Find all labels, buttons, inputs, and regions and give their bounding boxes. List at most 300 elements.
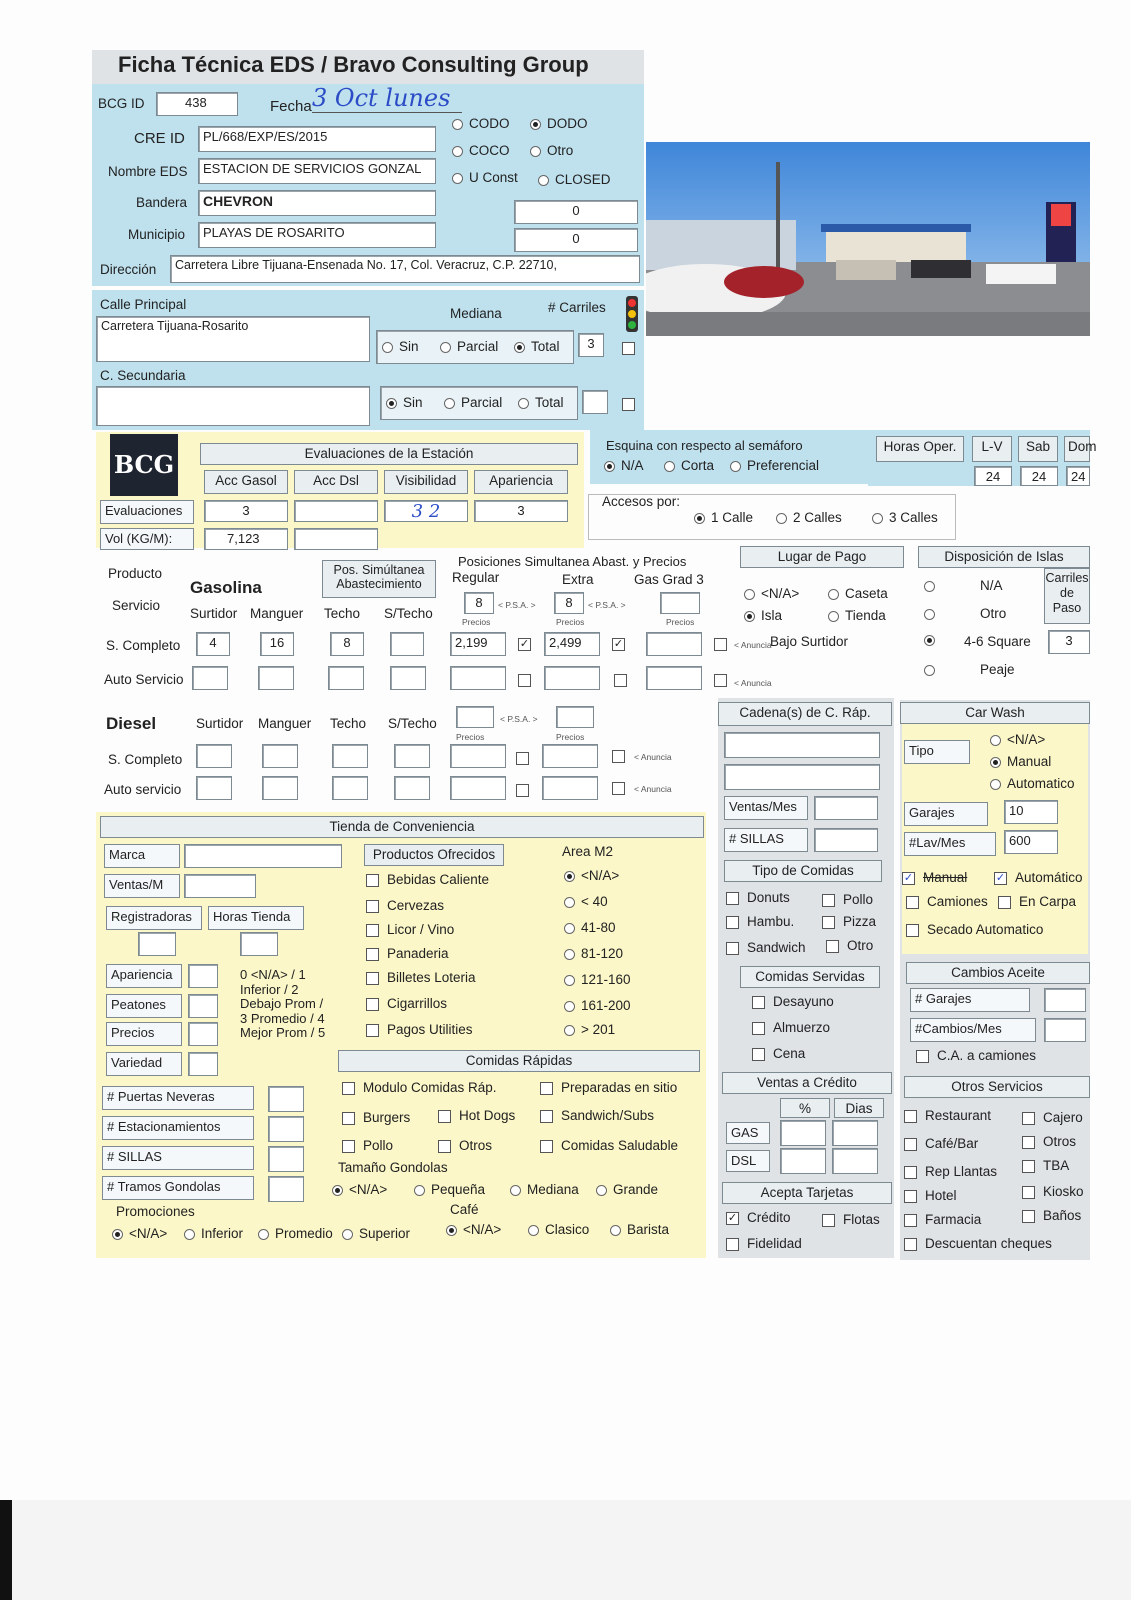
tipo-dodo-radio[interactable]: DODO	[530, 116, 588, 131]
cadena-title: Cadena(s) de C. Ráp.	[718, 702, 892, 726]
radio-circle-icon	[664, 461, 675, 472]
comidas-servidas-title: Comidas Servidas	[740, 966, 880, 988]
eval-apariencia-field[interactable]: 3	[474, 500, 568, 522]
secundaria-mediana-total[interactable]: Total	[518, 395, 564, 410]
gas-sc-gasgrad-anuncia[interactable]	[714, 636, 735, 651]
tienda-variedad-field[interactable]	[188, 1052, 218, 1076]
checkbox-checked-icon: ✓	[613, 637, 624, 650]
radio-circle-icon	[924, 581, 935, 592]
cadena-field-2[interactable]	[724, 764, 880, 790]
productos-title: Productos Ofrecidos	[364, 844, 504, 866]
cadena-sillas-label: # SILLAS	[724, 828, 808, 852]
radio-circle-icon	[924, 609, 935, 620]
area-121-160-radio[interactable]: 121-160	[564, 972, 631, 987]
checkbox-icon	[906, 896, 919, 909]
cr-hotdogs-check[interactable]: Hot Dogs	[438, 1108, 515, 1123]
cr-sandwich-check[interactable]: Sandwich/Subs	[540, 1108, 654, 1123]
horas-lv-label: L-V	[972, 436, 1012, 462]
prod-utilities-check[interactable]: Pagos Utilities	[366, 1022, 473, 1037]
dsl-sc-price-2[interactable]	[542, 744, 598, 768]
precios-regular: Precios	[462, 617, 491, 627]
gas-sc-extra-anuncia[interactable]	[612, 636, 633, 651]
area-81-120-radio[interactable]: 81-120	[564, 946, 623, 961]
comida-hambu-check[interactable]: Hambu.	[726, 914, 794, 929]
pago-caseta-radio[interactable]: Caseta	[828, 586, 888, 601]
promo-superior-radio[interactable]: Superior	[342, 1226, 410, 1241]
prod-loteria-check[interactable]: Billetes Loteria	[366, 970, 476, 985]
checkbox-icon	[438, 1140, 451, 1153]
gondolas-na-radio[interactable]: <N/A>	[332, 1182, 387, 1197]
os-cajero-check[interactable]: Cajero	[1022, 1110, 1083, 1125]
dsl-as-manguer[interactable]	[262, 776, 298, 800]
promo-na-radio[interactable]: <N/A>	[112, 1226, 167, 1241]
gas-as-extra-anuncia[interactable]	[614, 672, 635, 687]
radio-circle-icon	[564, 949, 575, 960]
os-otros-check[interactable]: Otros	[1022, 1134, 1076, 1149]
gas-sc-stecho[interactable]	[390, 632, 424, 656]
aceite-camiones-check[interactable]: C.A. a camiones	[916, 1048, 1036, 1063]
pago-isla-radio[interactable]: Isla	[744, 608, 782, 623]
comida-pizza-check[interactable]: Pizza	[822, 914, 876, 929]
tarjeta-credito-check[interactable]: ✓ Crédito	[727, 1210, 791, 1225]
radio-circle-icon	[990, 735, 1001, 746]
tienda-precios-label: Precios	[106, 1022, 182, 1046]
radio-circle-icon	[924, 665, 935, 676]
radio-circle-icon	[414, 1185, 425, 1196]
cre-id-field[interactable]: PL/668/EXP/ES/2015	[198, 126, 436, 152]
pago-tienda-radio[interactable]: Tienda	[828, 608, 886, 623]
islas-peaje-label: Peaje	[980, 662, 1015, 677]
tienda-registradoras-label: Registradoras	[106, 906, 202, 930]
gas-as-techo[interactable]	[328, 666, 364, 690]
comida-sandwich-check[interactable]: Sandwich	[726, 940, 806, 955]
horas-sab-field[interactable]: 24	[1020, 466, 1058, 486]
horas-dom-field[interactable]: 24	[1066, 466, 1090, 486]
tramos-gondolas-field[interactable]	[268, 1176, 304, 1202]
os-kiosko-check[interactable]: Kiosko	[1022, 1184, 1084, 1199]
anuncia-label-1: < Anuncia	[734, 640, 772, 650]
checkbox-icon	[726, 942, 739, 955]
os-cheques-check[interactable]: Descuentan cheques	[904, 1236, 1052, 1251]
direccion-field[interactable]: Carretera Libre Tijuana-Ensenada No. 17, Col. Veracruz, C.P. 22710,	[170, 255, 640, 283]
promo-promedio-radio[interactable]: Promedio	[258, 1226, 333, 1241]
car-wash-automatico-check[interactable]: ✓ Automático	[995, 870, 1083, 885]
aceite-cambios-field[interactable]	[1044, 1018, 1086, 1042]
car-wash-automatico-radio[interactable]: Automatico	[990, 776, 1075, 791]
checkbox-icon	[826, 940, 839, 953]
dsl-sc-price[interactable]	[450, 744, 506, 768]
col-stecho-label: S/Techo	[384, 606, 433, 621]
radio-selected-icon	[694, 513, 705, 524]
horas-lv-field[interactable]: 24	[974, 466, 1012, 486]
tarjeta-flotas-check[interactable]: Flotas	[822, 1212, 880, 1227]
servida-almuerzo-check[interactable]: Almuerzo	[752, 1020, 830, 1035]
psa-diesel: < P.S.A. >	[500, 714, 538, 724]
puertas-neveras-field[interactable]	[268, 1086, 304, 1112]
cr-modulo-check[interactable]: Modulo Comidas Ráp.	[342, 1080, 497, 1095]
radio-circle-icon	[452, 119, 463, 130]
fecha-value[interactable]: 3 Oct lunes	[312, 84, 462, 113]
diesel-pos-field-2[interactable]	[556, 706, 594, 728]
cafe-barista-radio[interactable]: Barista	[610, 1222, 669, 1237]
gasolina-label: Gasolina	[190, 578, 262, 597]
aceite-garajes-field[interactable]	[1044, 988, 1086, 1012]
cadena-sillas-field[interactable]	[814, 828, 878, 852]
eval-col-apariencia: Apariencia	[474, 470, 568, 494]
bcg-id-field[interactable]: 438	[156, 92, 238, 116]
bcg-logo: BCG	[110, 434, 178, 496]
gas-sc-regular-price[interactable]: 2,199	[450, 632, 506, 656]
diesel-pos-field[interactable]	[456, 706, 494, 728]
prod-panaderia-check[interactable]: Panaderia	[366, 946, 449, 961]
radio-circle-icon	[828, 589, 839, 600]
area-na-radio[interactable]: <N/A>	[564, 868, 619, 883]
vol-field[interactable]: 7,123	[204, 528, 288, 550]
municipio-field[interactable]: PLAYAS DE ROSARITO	[198, 222, 436, 248]
number-field-1[interactable]: 0	[514, 200, 638, 224]
area-41-80-radio[interactable]: 41-80	[564, 920, 616, 935]
prod-cigarrillos-check[interactable]: Cigarrillos	[366, 996, 447, 1011]
accesos-3calles-radio[interactable]: 3 Calles	[872, 510, 938, 525]
area-40-radio[interactable]: < 40	[564, 894, 608, 909]
checkbox-icon	[752, 1048, 765, 1061]
secundaria-mediana-parcial[interactable]: Parcial	[444, 395, 502, 410]
car-wash-tipo-label: Tipo	[904, 740, 970, 764]
esquina-corta-radio[interactable]: Corta	[664, 458, 714, 473]
gondolas-grande-radio[interactable]: Grande	[596, 1182, 658, 1197]
radio-circle-icon	[452, 173, 463, 184]
checkbox-icon	[904, 1238, 917, 1251]
checkbox-icon	[342, 1112, 355, 1125]
dsl-as-anuncia-1[interactable]	[516, 782, 537, 797]
cadena-ventas-label: Ventas/Mes	[724, 796, 808, 820]
accesos-label: Accesos por:	[602, 494, 681, 509]
credito-gas-pct-field[interactable]	[780, 1120, 826, 1146]
checkbox-icon	[540, 1140, 553, 1153]
dsl-as-anuncia-2[interactable]	[612, 780, 633, 795]
checkbox-icon	[438, 1110, 451, 1123]
checkbox-icon	[904, 1190, 917, 1203]
gas-as-gasgrad-price[interactable]	[646, 666, 702, 690]
gas-sc-manguer[interactable]: 16	[260, 632, 294, 656]
credito-dias-label: Dias	[834, 1098, 884, 1118]
comidas-rapidas-title: Comidas Rápidas	[338, 1050, 700, 1072]
dsl-sc-stecho[interactable]	[394, 744, 430, 768]
horas-dom-label: Dom	[1064, 436, 1090, 462]
tienda-sillas-field[interactable]	[268, 1146, 304, 1172]
comida-pollo-check[interactable]: Pollo	[822, 892, 873, 907]
gas-sc-regular-anuncia[interactable]	[518, 636, 539, 651]
gas-sc-techo[interactable]: 8	[330, 632, 364, 656]
horas-oper-label: Horas Oper.	[876, 436, 964, 462]
accesos-1calle-radio[interactable]: 1 Calle	[694, 510, 753, 525]
principal-checkbox[interactable]	[622, 340, 643, 355]
car-wash-manual-radio[interactable]: Manual	[990, 754, 1051, 769]
esquina-na-radio[interactable]: N/A	[604, 458, 644, 473]
anuncia-label-3: < Anuncia	[634, 752, 672, 762]
diesel-auto-servicio-label: Auto servicio	[104, 782, 182, 797]
checkbox-checked-icon: ✓	[995, 871, 1006, 884]
dsl-sc-anuncia-1[interactable]	[516, 750, 537, 765]
gas-as-regular-price[interactable]	[450, 666, 506, 690]
carriles-paso-field[interactable]: 3	[1048, 630, 1090, 654]
os-llantas-check[interactable]: Rep Llantas	[904, 1164, 997, 1179]
islas-otro-radio[interactable]	[924, 606, 941, 621]
servicio-label: Servicio	[112, 598, 161, 613]
principal-mediana-total[interactable]: Total	[514, 339, 560, 354]
tienda-peatones-field[interactable]	[188, 994, 218, 1018]
credito-dsl-dias-field[interactable]	[832, 1148, 878, 1174]
checkbox-icon	[916, 1050, 929, 1063]
number-field-2[interactable]: 0	[514, 228, 638, 252]
cadena-ventas-field[interactable]	[814, 796, 878, 820]
principal-mediana-sin[interactable]: Sin	[382, 339, 419, 354]
checkbox-icon	[366, 924, 379, 937]
cr-burgers-check[interactable]: Burgers	[342, 1110, 410, 1125]
radio-circle-icon	[530, 146, 541, 157]
radio-circle-icon	[444, 398, 455, 409]
calle-principal-field[interactable]: Carretera Tijuana-Rosarito	[96, 316, 370, 362]
gas-as-gasgrad-anuncia[interactable]	[714, 672, 735, 687]
gas-as-surtidor[interactable]	[192, 666, 228, 690]
tipo-uconst-radio[interactable]: U Const	[452, 170, 518, 185]
tienda-precios-field[interactable]	[188, 1022, 218, 1046]
car-wash-lav-label: #Lav/Mes	[904, 832, 996, 856]
dsl-as-price-2[interactable]	[542, 776, 598, 800]
col-surtidor-label: Surtidor	[190, 606, 238, 621]
gas-as-manguer[interactable]	[258, 666, 294, 690]
dsl-sc-anuncia-2[interactable]	[612, 748, 633, 763]
tienda-apariencia-field[interactable]	[188, 964, 218, 988]
dsl-as-techo[interactable]	[332, 776, 368, 800]
pago-na-radio[interactable]: <N/A>	[744, 586, 799, 601]
area-201-radio[interactable]: > 201	[564, 1022, 615, 1037]
mediana-label: Mediana	[450, 306, 502, 321]
radio-selected-icon	[564, 871, 575, 882]
vol-field-2[interactable]	[294, 528, 378, 550]
gas-sc-surtidor[interactable]: 4	[196, 632, 230, 656]
os-restaurant-check[interactable]: Restaurant	[904, 1108, 991, 1123]
radio-circle-icon	[538, 175, 549, 186]
extra-pos-field[interactable]: 8	[554, 592, 584, 614]
diesel-label: Diesel	[106, 714, 157, 733]
car-wash-na-radio[interactable]: <N/A>	[990, 732, 1045, 747]
calle-secundaria-label: C. Secundaria	[100, 368, 186, 383]
os-cafebar-check[interactable]: Café/Bar	[904, 1136, 978, 1151]
checkbox-icon	[904, 1166, 917, 1179]
tienda-ventas-field[interactable]	[184, 874, 256, 898]
principal-carriles-field[interactable]: 3	[578, 333, 604, 357]
pago-bajo-surtidor[interactable]: Bajo Surtidor	[770, 634, 849, 649]
radio-selected-icon	[446, 1225, 457, 1236]
principal-mediana-parcial[interactable]: Parcial	[440, 339, 498, 354]
comida-otro-check[interactable]: Otro	[826, 938, 873, 953]
regular-label: Regular	[452, 570, 500, 585]
credito-gas-dias-field[interactable]	[832, 1120, 878, 1146]
car-wash-carpa-check[interactable]: En Carpa	[998, 894, 1076, 909]
os-banos-check[interactable]: Baños	[1022, 1208, 1081, 1223]
esquina-preferencial-radio[interactable]: Preferencial	[730, 458, 819, 473]
area-m2-title: Area M2	[562, 844, 614, 859]
tipo-codo-radio[interactable]: CODO	[452, 116, 510, 131]
islas-na-radio[interactable]	[924, 578, 941, 593]
prod-cervezas-check[interactable]: Cervezas	[366, 898, 444, 913]
radio-circle-icon	[564, 975, 575, 986]
carriles-paso-label: Carriles de Paso	[1044, 568, 1090, 624]
os-tba-check[interactable]: TBA	[1022, 1158, 1069, 1173]
checkbox-checked-icon: ✓	[727, 1211, 738, 1224]
d-col-stecho-label: S/Techo	[388, 716, 437, 731]
secundaria-mediana-sin[interactable]: Sin	[386, 395, 423, 410]
cadena-field-1[interactable]	[724, 732, 880, 758]
checkbox-icon	[540, 1110, 553, 1123]
calle-secundaria-field[interactable]	[96, 386, 370, 426]
checkbox-icon	[540, 1082, 553, 1095]
radio-selected-icon	[530, 119, 541, 130]
dsl-sc-techo[interactable]	[332, 744, 368, 768]
eval-col-visibilidad: Visibilidad	[384, 470, 468, 494]
scan-bottom-band	[12, 1500, 1131, 1600]
servida-desayuno-check[interactable]: Desayuno	[752, 994, 834, 1009]
eval-visibilidad-field[interactable]: 3 2	[384, 500, 468, 522]
car-wash-camiones-check[interactable]: Camiones	[906, 894, 988, 909]
nombre-eds-field[interactable]: ESTACION DE SERVICIOS GONZAL	[198, 158, 436, 184]
lugar-pago-title: Lugar de Pago	[740, 546, 904, 568]
radio-selected-icon	[990, 757, 1001, 768]
checkbox-icon	[622, 398, 635, 411]
gas-as-stecho[interactable]	[390, 666, 426, 690]
eval-col-acc-dsl: Acc Dsl	[294, 470, 378, 494]
psa-extra: < P.S.A. >	[588, 600, 626, 610]
radio-circle-icon	[730, 461, 741, 472]
radio-circle-icon	[596, 1185, 607, 1196]
eval-acc-dsl-field[interactable]	[294, 500, 378, 522]
radio-circle-icon	[564, 1025, 575, 1036]
bcg-id-label: BCG ID	[98, 96, 145, 111]
horas-sab-label: Sab	[1018, 436, 1058, 462]
gas-sc-extra-price[interactable]: 2,499	[544, 632, 600, 656]
radio-selected-icon	[386, 398, 397, 409]
accesos-2calles-radio[interactable]: 2 Calles	[776, 510, 842, 525]
servida-cena-check[interactable]: Cena	[752, 1046, 805, 1061]
cambios-aceite-title: Cambios Aceite	[906, 962, 1090, 984]
dsl-as-price[interactable]	[450, 776, 506, 800]
credito-dsl-pct-field[interactable]	[780, 1148, 826, 1174]
area-161-200-radio[interactable]: 161-200	[564, 998, 631, 1013]
tarjeta-fidelidad-check[interactable]: Fidelidad	[726, 1236, 802, 1251]
car-wash-garajes-field[interactable]: 10	[1004, 800, 1058, 824]
car-wash-lav-field[interactable]: 600	[1004, 830, 1058, 854]
station-photo	[646, 142, 1090, 336]
dsl-sc-manguer[interactable]	[262, 744, 298, 768]
car-wash-manual-check[interactable]: ✓ Manual	[903, 870, 968, 885]
nombre-eds-label: Nombre EDS	[108, 164, 188, 179]
tienda-marca-field[interactable]	[184, 844, 342, 868]
radio-selected-icon	[514, 342, 525, 353]
gondolas-pequena-radio[interactable]: Pequeña	[414, 1182, 485, 1197]
estacionamientos-field[interactable]	[268, 1116, 304, 1142]
calle-principal-label: Calle Principal	[100, 297, 187, 312]
municipio-label: Municipio	[128, 227, 186, 242]
eval-acc-gasol-field[interactable]: 3	[204, 500, 288, 522]
promo-inferior-radio[interactable]: Inferior	[184, 1226, 243, 1241]
radio-circle-icon	[564, 1001, 575, 1012]
tienda-registradoras-field[interactable]	[138, 932, 176, 956]
cafe-na-radio[interactable]: <N/A>	[446, 1222, 501, 1237]
esquina-title: Esquina con respecto al semáforo	[606, 438, 803, 453]
gas-as-extra-price[interactable]	[544, 666, 600, 690]
prod-licor-check[interactable]: Licor / Vino	[366, 922, 454, 937]
checkbox-icon	[904, 1214, 917, 1227]
tipo-closed-radio[interactable]: CLOSED	[538, 172, 611, 187]
secundaria-checkbox[interactable]	[622, 396, 643, 411]
dsl-sc-surtidor[interactable]	[196, 744, 232, 768]
dsl-as-stecho[interactable]	[394, 776, 430, 800]
checkbox-checked-icon: ✓	[903, 871, 914, 884]
gondolas-mediana-radio[interactable]: Mediana	[510, 1182, 579, 1197]
cr-preparadas-check[interactable]: Preparadas en sitio	[540, 1080, 677, 1095]
radio-selected-icon	[112, 1229, 123, 1240]
islas-peaje-radio[interactable]	[924, 662, 941, 677]
cr-otros-check[interactable]: Otros	[438, 1138, 492, 1153]
tipo-coco-radio[interactable]: COCO	[452, 143, 510, 158]
islas-title: Disposición de Islas	[918, 546, 1090, 568]
otros-servicios-title: Otros Servicios	[904, 1076, 1090, 1098]
col-techo-label: Techo	[324, 606, 361, 621]
dsl-as-surtidor[interactable]	[196, 776, 232, 800]
tienda-title: Tienda de Conveniencia	[100, 816, 704, 838]
islas-square-radio[interactable]	[924, 632, 941, 647]
radio-circle-icon	[564, 923, 575, 934]
os-hotel-check[interactable]: Hotel	[904, 1188, 957, 1203]
checkbox-icon	[342, 1140, 355, 1153]
cr-saludable-check[interactable]: Comidas Saludable	[540, 1138, 678, 1153]
car-wash-title: Car Wash	[900, 702, 1090, 724]
radio-circle-icon	[610, 1225, 621, 1236]
extra-label: Extra	[562, 572, 594, 587]
tipo-otro-radio[interactable]: Otro	[530, 143, 573, 158]
checkbox-checked-icon: ✓	[519, 637, 530, 650]
acepta-tarjetas-title: Acepta Tarjetas	[722, 1182, 892, 1204]
regular-pos-field[interactable]: 8	[464, 592, 494, 614]
page-title: Ficha Técnica EDS / Bravo Consulting Group	[118, 52, 589, 77]
checkbox-icon	[822, 916, 835, 929]
prod-bebidas-check[interactable]: Bebidas Caliente	[366, 872, 489, 887]
cr-pollo-check[interactable]: Pollo	[342, 1138, 393, 1153]
checkbox-icon	[518, 674, 531, 687]
comida-donuts-check[interactable]: Donuts	[726, 890, 790, 905]
promociones-title: Promociones	[116, 1204, 195, 1219]
gas-sc-gasgrad-price[interactable]	[646, 632, 702, 656]
checkbox-icon	[726, 916, 739, 929]
checkbox-icon	[614, 674, 627, 687]
ventas-credito-title: Ventas a Crédito	[722, 1072, 892, 1094]
checkbox-icon	[752, 1022, 765, 1035]
radio-selected-icon	[332, 1185, 343, 1196]
os-farmacia-check[interactable]: Farmacia	[904, 1212, 981, 1227]
gasgrad-pos-field[interactable]	[660, 592, 700, 614]
checkbox-icon	[342, 1082, 355, 1095]
precios-gasgrad: Precios	[666, 617, 695, 627]
tienda-horas-field[interactable]	[240, 932, 278, 956]
secundaria-carriles-field[interactable]	[582, 390, 608, 414]
gas-grad3-label: Gas Grad 3	[634, 572, 704, 587]
gas-as-regular-anuncia[interactable]	[518, 672, 539, 687]
car-wash-secado-check[interactable]: Secado Automatico	[906, 922, 1043, 937]
cafe-clasico-radio[interactable]: Clasico	[528, 1222, 589, 1237]
puertas-neveras-label: # Puertas Neveras	[102, 1086, 254, 1110]
bandera-field[interactable]: CHEVRON	[198, 190, 436, 216]
